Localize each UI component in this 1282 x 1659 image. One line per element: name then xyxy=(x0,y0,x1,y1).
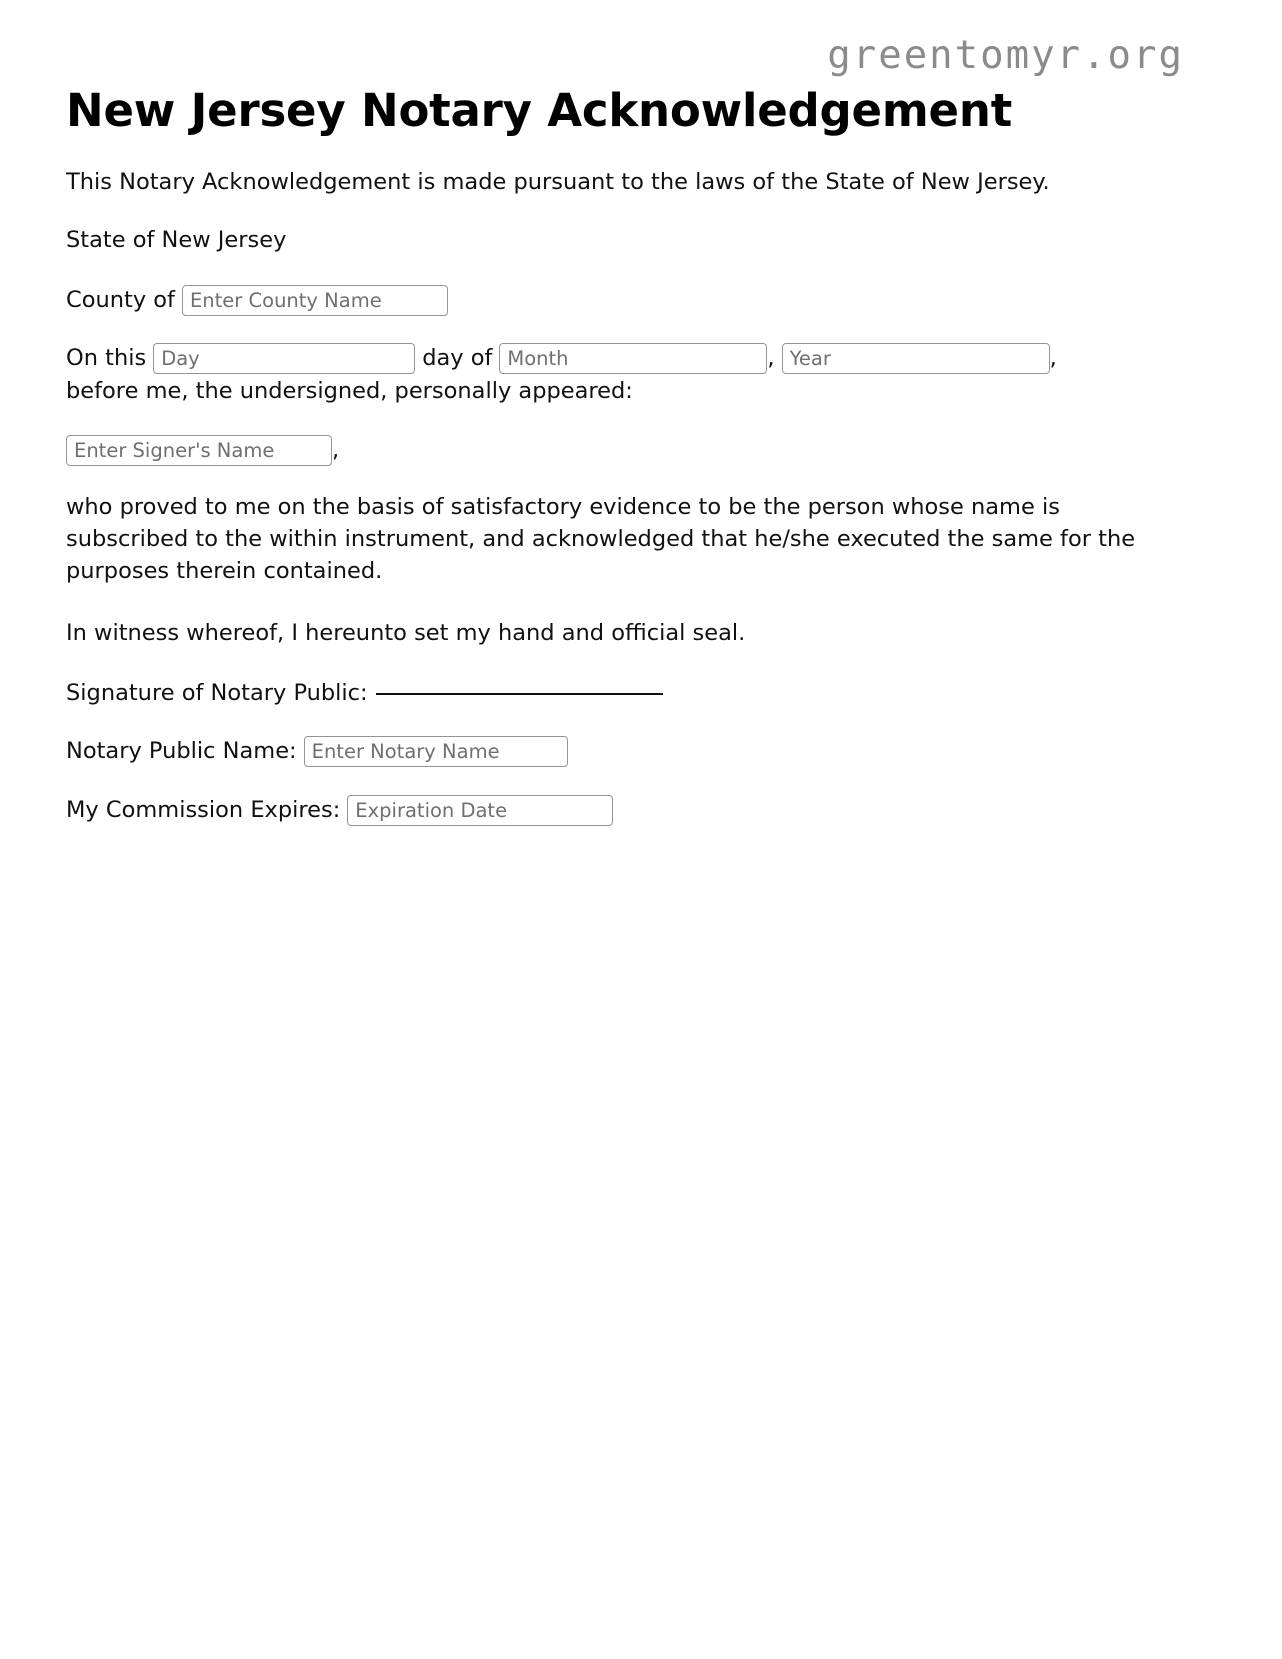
comma-after-year: , xyxy=(1049,345,1057,372)
notary-name-input[interactable] xyxy=(304,736,568,767)
county-input[interactable] xyxy=(182,285,448,316)
signer-row xyxy=(66,434,1186,467)
county-label: County of xyxy=(66,286,175,313)
month-input[interactable] xyxy=(499,343,767,374)
day-input[interactable] xyxy=(153,343,415,374)
year-input[interactable] xyxy=(782,343,1050,374)
page-title: New Jersey Notary Acknowledgement xyxy=(66,84,1013,137)
date-row xyxy=(66,342,1186,407)
comma-after-month: , xyxy=(767,345,775,372)
site-watermark: greentomyr.org xyxy=(827,33,1184,78)
document-content xyxy=(66,84,1186,852)
acknowledgement-paragraph: who proved to me on the basis of satisfactory evidence to be the person whose name is subscribed to the within instrument, and acknowledged that he/she executed the same for the purposes therein contained. xyxy=(66,494,1136,585)
on-this-label: On this xyxy=(66,345,147,372)
signer-name-input[interactable] xyxy=(66,435,332,466)
signature-line[interactable] xyxy=(376,692,663,695)
commission-expires-row xyxy=(66,794,1186,827)
notary-name-label: Notary Public Name: xyxy=(66,738,297,765)
before-me-line: before me, the undersigned, personally appeared: xyxy=(66,378,633,405)
expiration-date-input[interactable] xyxy=(347,795,613,826)
state-line: State of New Jersey xyxy=(66,227,287,254)
day-of-label: day of xyxy=(422,345,493,372)
notary-name-row xyxy=(66,735,1186,768)
county-row xyxy=(66,284,1186,317)
intro-paragraph: This Notary Acknowledgement is made pursuant to the laws of the State of New Jersey. xyxy=(66,169,1050,196)
signature-label: Signature of Notary Public: xyxy=(66,679,368,706)
signature-row xyxy=(66,677,1186,710)
commission-expires-label: My Commission Expires: xyxy=(66,796,341,823)
comma-after-signer: , xyxy=(332,436,340,463)
witness-line: In witness whereof, I hereunto set my hand and official seal. xyxy=(66,620,746,647)
